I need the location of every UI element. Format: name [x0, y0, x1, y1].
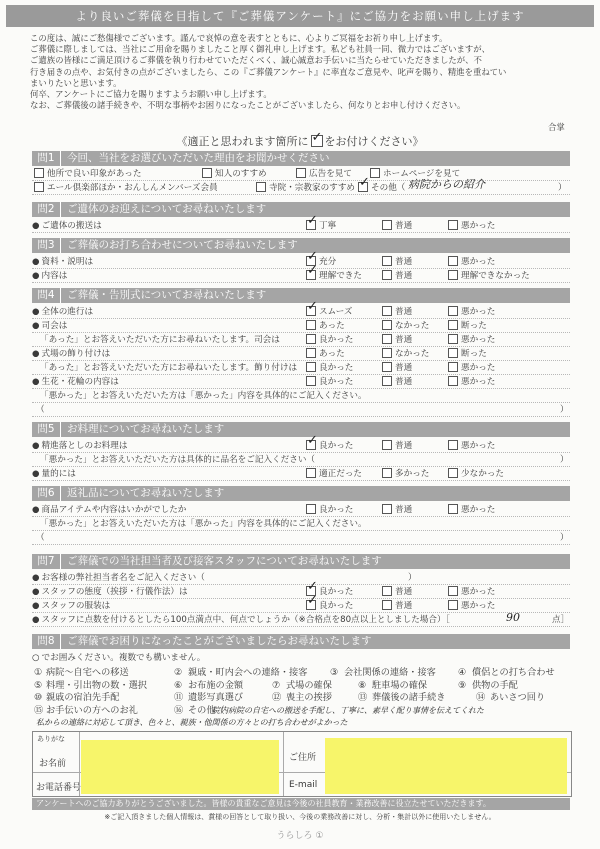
privacy-footnote: ※ご記入頂きました個人情報は、賞様の回答として取り扱い、今後の業務改善に対し、分析・集計以外に使用いたしません。 — [104, 813, 496, 821]
q8-options: ① 病院〜自宅への移送 ② 親戚・町内会への連絡・接客 ③ 会社関係の連絡・接客 ④ 償侶との打ち合わせ ⑤ 料理・引出物の数・選択 ⑥ お布施の金額 ⑦ 式場の確保 ⑧ 駐車場の確保 ⑨ 供物の手配 ⑩ 親戚の宿泊先手配 ⑪ 遺影写真選び ⑫ 喪主の挨拶 ⑬ 葬儀後の諸手続き ⑭ あいさつ回り ⑮ お手伝いの方へのお礼 ⑯ その他（ — [34, 667, 555, 717]
q4-row: ● 司会は あった なかった 断った — [32, 320, 570, 333]
address-field-redacted[interactable] — [325, 738, 567, 794]
q5-row: ● 量的には 適正だった 多かった 少なかった — [32, 468, 570, 481]
q6-comment-field[interactable]: （ ） — [32, 532, 570, 545]
q2-header: 問2 ご遺体のお迎えについてお尋ねいたします — [32, 202, 570, 217]
phone-label: お電話番号 — [36, 783, 82, 793]
intro-line: 行き届きの点や、お気付きの点がございましたら、この『ご葬儀アンケート』に率直なご意見や、叱声を賜り、精進を重ねてい — [30, 66, 507, 77]
q1-option[interactable]: 寺院・宗教家のすすめ — [254, 182, 355, 194]
q2-row: ● ご遺体の搬送は ✓ 丁寧 普通 悪かった — [32, 220, 570, 233]
checkmark-icon — [311, 135, 323, 147]
name-field-redacted[interactable] — [81, 740, 279, 794]
q4-row: ● 生花・花輪の内容は 良かった 普通 悪かった — [32, 376, 570, 389]
survey-banner: より良いご葬儀を目指して『ご葬儀アンケート』にご協力をお願い申し上げます — [6, 5, 594, 27]
q1-row1 — [32, 168, 570, 181]
q4-row: 「あった」とお答えいただいた方にお尋ねいたします。飾り付けは 良かった 普通 悪かった — [32, 362, 570, 375]
q4-row: ● 全体の進行は ✓ スムーズ 普通 悪かった — [32, 306, 570, 319]
q1-option[interactable]: 知人のすすめ — [200, 168, 267, 180]
thank-you-bar: アンケートへのご協力ありがとうございました。皆様の貴重なご意見は今後の社員教育・業務改善に役立たせていただきます。 — [32, 798, 570, 810]
q4-row: ● 式場の飾り付けは あった なかった 断った — [32, 348, 570, 361]
q3-row: ● 内容は ✓ 理解できた 普通 理解できなかった — [32, 270, 570, 283]
q8-header: 問8 ご葬儀でお困りになったことがございましたらお尋ねいたします — [32, 634, 570, 649]
q7-header: 問7 ご葬儀での当社担当者及び接客スタッフについてお尋ねいたします — [32, 554, 570, 569]
q5-row: ● 精進落としのお料理は ✓ 良かった 普通 悪かった — [32, 440, 570, 453]
intro-line: この度は、誠にご愁傷様でございます。謹んで哀悼の意を表すとともに、心よりご冥福をお祈り申し上げます。 — [30, 33, 448, 43]
q8-handwritten-line1: 院内病院の自宅への搬送を手配し、丁寧に、素早く配り事情を伝えてくれた — [212, 706, 484, 715]
q7-row: ● スタッフの態度（挨拶・行儀作法）は ✓ 良かった 普通 悪かった — [32, 586, 570, 599]
email-label: E-mail — [289, 780, 318, 790]
turn-over-label: うらしろ ① — [276, 831, 324, 841]
q7-score-row[interactable]: ● スタッフに点数を付けるとしたら100点満点中、何点でしょうか（※合格点を80点以上としました場合）［ 90 点］ — [32, 611, 570, 625]
q1-option[interactable]: ホームページを見て — [368, 168, 460, 180]
name-label: お名前 — [39, 759, 67, 769]
q7-score-handwritten: 90 — [506, 611, 520, 624]
q8-handwritten-line2: 私からの連絡に対応して頂き、色々と、親族・他関係の方々との打ち合わせがよかった — [36, 718, 348, 727]
q1-handwritten: 病院からの紹介 — [408, 178, 485, 191]
q1-option-other[interactable]: ✓ その他（ — [356, 182, 405, 194]
q3-row: ● 資料・説明は ✓ 充分 普通 悪かった — [32, 256, 570, 269]
furigana-label: ありがな — [37, 735, 65, 743]
address-label: ご住所 — [289, 753, 317, 763]
signature-gassho: 合掌 — [548, 122, 565, 132]
q6-note: 「悪かった」とお答えいただいた方は「悪かった」内容を具体的にご記入ください。 — [32, 518, 570, 531]
q1-option[interactable]: エール倶楽部ほか・おんしんメンバーズ会員 — [32, 182, 218, 194]
q1-row2: エール倶楽部ほか・おんしんメンバーズ会員 寺院・宗教家のすすめ ✓ その他（ 病院からの紹介 ） — [32, 182, 570, 195]
q7-row: ● スタッフの服装は ✓ 良かった 普通 悪かった — [32, 600, 570, 613]
q4-header: 問4 ご葬儀・告別式についてお尋ねいたします — [32, 288, 570, 303]
intro-text — [30, 33, 576, 111]
intro-line: ご葬儀に際しましては、当社にご用命を賜りましたこと厚く御礼申し上げます。私ども社員一同、微力ではございますが、 — [30, 44, 490, 55]
q1-option[interactable]: 他所で良い印象があった — [32, 168, 141, 180]
q4-comment-field[interactable]: （ ） — [32, 404, 570, 417]
q1-header: 問1 今回、当社をお選びいただいた理由をお聞かせください — [32, 151, 570, 166]
q5-header: 問5 お料理についてお尋ねいたします — [32, 422, 570, 437]
q4-row: 「あった」とお答えいただいた方にお尋ねいたします。司会は 良かった 普通 悪かった — [32, 334, 570, 347]
q6-row: ● 商品アイテムや内容はいかがでしたか 良かった 普通 悪かった — [32, 504, 570, 517]
q7-row[interactable]: ● お客様の弊社担当者名をご記入ください（ ） — [32, 572, 570, 585]
q5-row[interactable]: 「悪かった」とお答えいただいた方は具体的に品名をご記入ください（ ） — [32, 454, 570, 467]
circle-icon: ○ — [32, 653, 40, 663]
intro-line: ご遺族の皆様にご満足頂けるご葬儀を執り行わせていただくべく、誠心誠意お手伝いに当たらせていただきましたが、不 — [30, 55, 482, 66]
instruction: 《適正と思われます箇所に✓ をお付けください》 — [0, 133, 600, 149]
q3-header: 問3 ご葬儀のお打ち合わせについてお尋ねいたします — [32, 238, 570, 253]
q4-note: 「悪かった」とお答えいただいた方は「悪かった」内容を具体的にご記入ください。 — [32, 390, 570, 403]
contact-box — [32, 731, 572, 797]
q6-header: 問6 返礼品についてお尋ねいたします — [32, 486, 570, 501]
q8-lead: ○ でお囲みください。複数でも構いません。 — [32, 653, 206, 663]
intro-line: 何卒、アンケートにご協力を賜りますようお願い申し上げます。 — [30, 89, 272, 100]
intro-line: なお、ご葬儀後の諸手続きや、不明な事柄やお困りになったことがございましたら、何なりとお申し付けください。 — [30, 100, 466, 111]
intro-line: まいりたいと思います。 — [30, 77, 122, 88]
q1-option[interactable]: 広告を見て — [294, 168, 352, 180]
